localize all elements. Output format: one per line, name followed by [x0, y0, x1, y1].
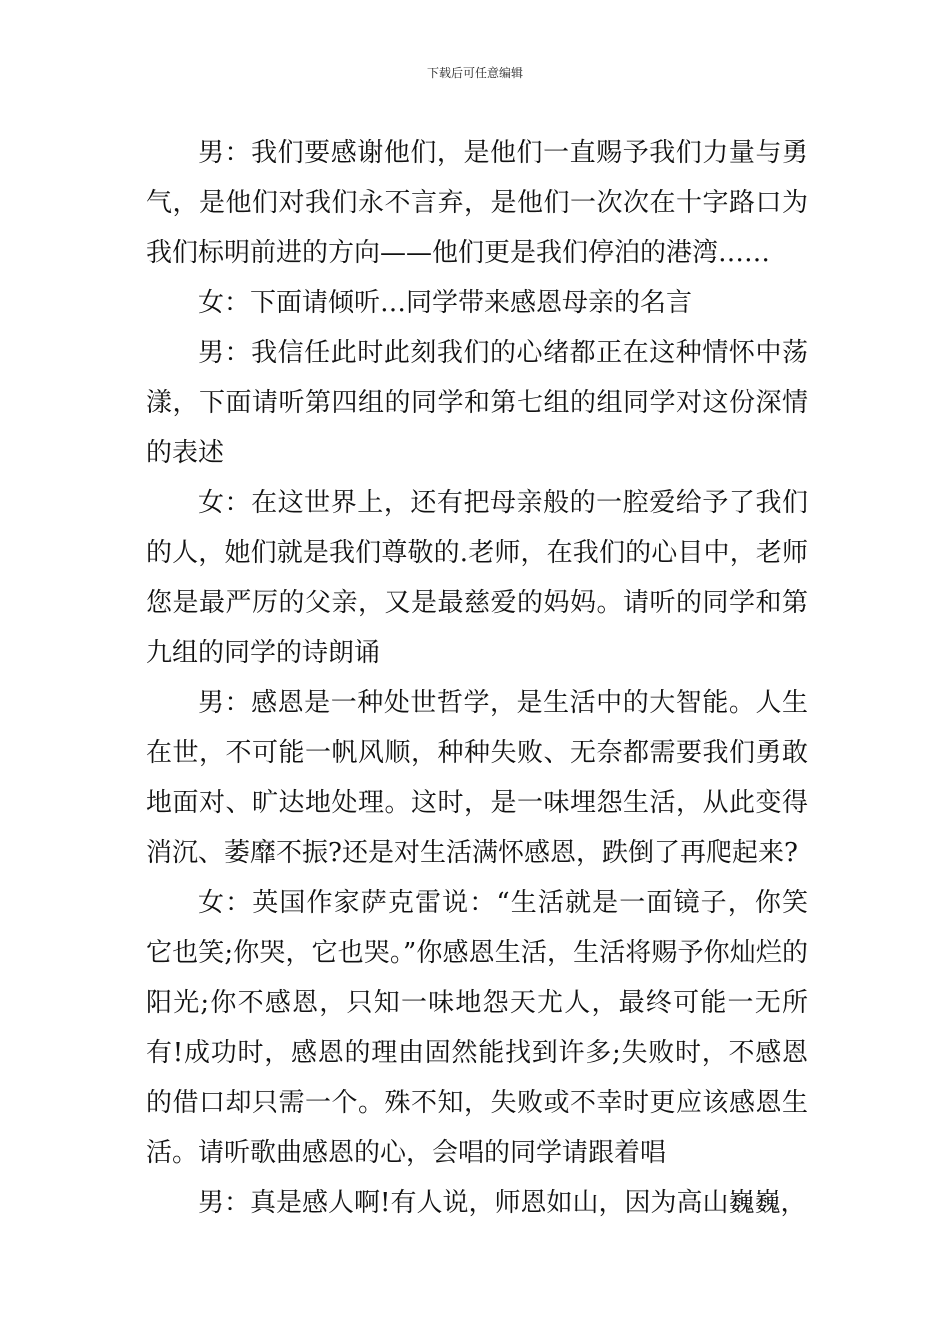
page-header: 下载后可任意编辑: [426, 66, 523, 80]
paragraph: 女：在这世界上，还有把母亲般的一腔爱给予了我们的人，她们就是我们尊敬的.老师，在我们的心目中，老师您是最严厉的父亲，又是最慈爱的妈妈。请听的同学和第九组的同学的诗朗诵: [146, 488, 808, 668]
paragraph: 女：下面请倾听…同学带来感恩母亲的名言: [198, 288, 693, 318]
paragraph: 男：我们要感谢他们，是他们一直赐予我们力量与勇气，是他们对我们永不言弃，是他们一次次在十字路口为我们标明前进的方向——他们更是我们停泊的港湾……: [146, 138, 808, 268]
paragraph: 男：我信任此时此刻我们的心绪都正在这种情怀中荡漾，下面请听第四组的同学和第七组的组同学对这份深情的表述: [146, 338, 808, 468]
document-body: [146, 128, 808, 1228]
paragraph: 男：感恩是一种处世哲学，是生活中的大智能。人生在世，不可能一帆风顺，种种失败、无奈都需要我们勇敢地面对、旷达地处理。这时，是一味埋怨生活，从此变得消沉、萎靡不振?还是对生活满怀感恩，跌倒了再爬起来?: [146, 688, 808, 868]
paragraph: 男：真是感人啊!有人说，师恩如山，因为高山巍巍，: [198, 1188, 807, 1218]
paragraph: 女：英国作家萨克雷说：“生活就是一面镜子，你笑它也笑;你哭，它也哭。”你感恩生活，生活将赐予你灿烂的阳光;你不感恩，只知一味地怨天尤人，最终可能一无所有!成功时，感恩的理由固然能找到许多;失败时，不感恩的借口却只需一个。殊不知，失败或不幸时更应该感恩生活。请听歌曲感恩的心，会唱的同学请跟着唱: [146, 888, 808, 1168]
